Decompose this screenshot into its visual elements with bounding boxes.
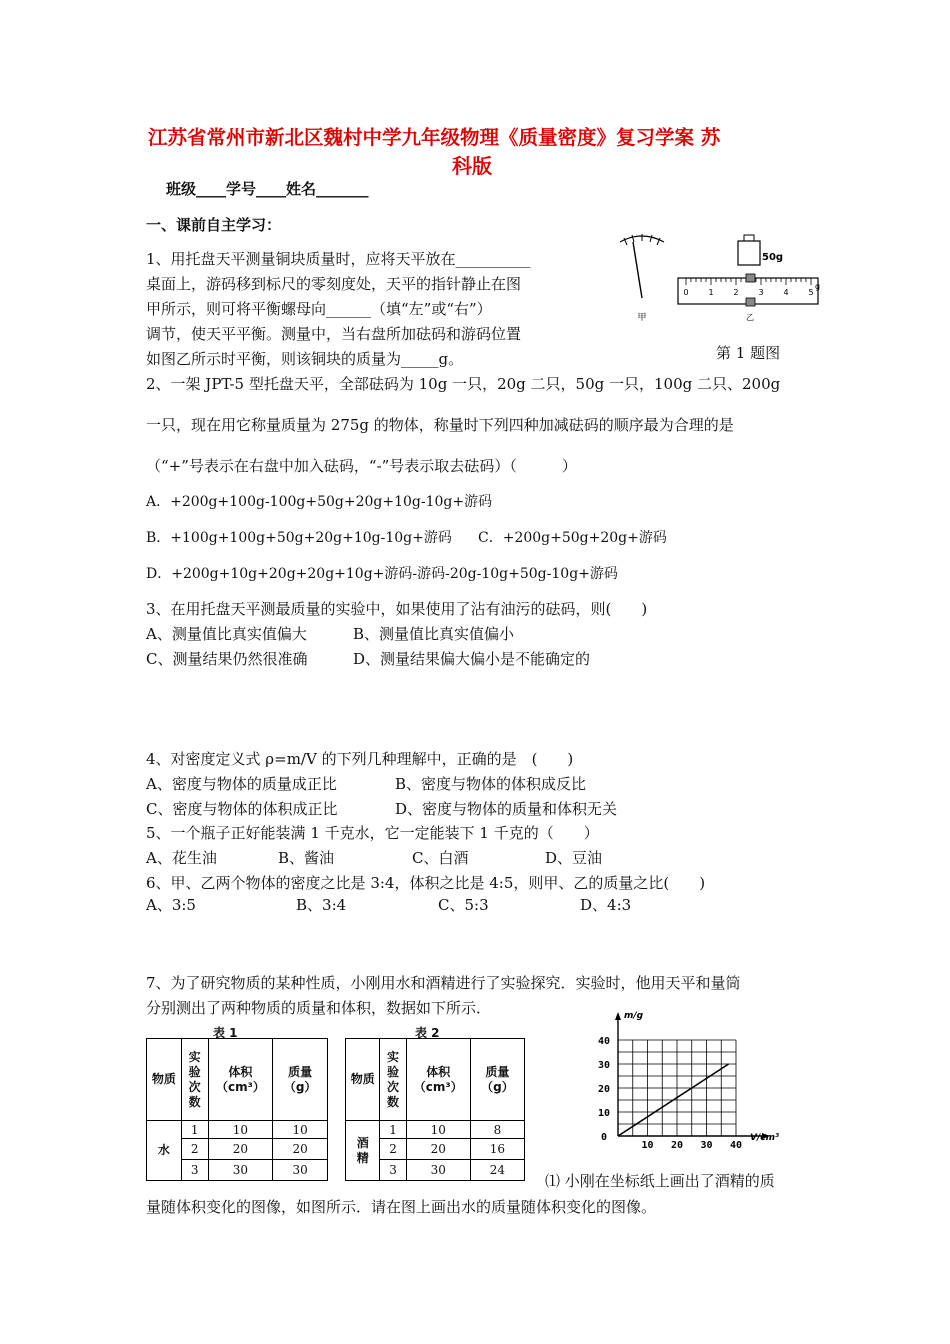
- q3-option-b: B、测量值比真实值偏小: [353, 625, 515, 643]
- t1-row1-mass: 10: [273, 1121, 328, 1139]
- t2-header-volume: 体积（cm³）: [413, 1064, 463, 1094]
- q3-option-a: A、测量值比真实值偏大: [146, 625, 307, 643]
- q3-option-d: D、测量结果偏大偏小是不能确定的: [353, 650, 591, 668]
- t1-header-trial: 实验次数: [188, 1049, 201, 1109]
- t2-row2-volume: 20: [406, 1139, 470, 1160]
- q1-line-5: 如图乙所示时平衡，则该铜块的质量为_____g。: [146, 350, 464, 368]
- table2-caption: 表 2: [415, 1026, 440, 1040]
- q5-stem: 5、一个瓶子正好能装满 1 千克水，它一定能装下 1 千克的（ ）: [146, 824, 599, 842]
- q7-sub1-line-2: 量随体积变化的图像，如图所示．请在图上画出水的质量随体积变化的图像。: [146, 1198, 657, 1216]
- t2-row2-trial: 2: [380, 1139, 406, 1160]
- scale-tick-1: 1: [708, 288, 714, 297]
- q4-option-a: A、密度与物体的质量成正比: [146, 775, 337, 793]
- t2-row3-mass: 24: [470, 1160, 524, 1181]
- q3-stem: 3、在用托盘天平测最质量的实验中，如果使用了沾有油污的砝码，则( ): [146, 600, 648, 618]
- x-tick-label: 10: [641, 1140, 654, 1151]
- balance-pointer-figure: [612, 228, 672, 328]
- table1-caption: 表 1: [213, 1026, 238, 1040]
- t1-row3-trial: 3: [181, 1160, 208, 1181]
- q1-line-3: 甲所示，则可将平衡螺母向______（填“左”或“右”）: [146, 300, 492, 318]
- rider-scale-figure: [676, 232, 824, 328]
- q6-option-a: A、3:5: [146, 896, 196, 914]
- q2-option-c: C．+200g+50g+20g+游码: [478, 530, 667, 546]
- page-title-line1: 江苏省常州市新北区魏村中学九年级物理《质量密度》复习学案 苏: [148, 126, 721, 149]
- scale-tick-5: 5: [808, 288, 814, 297]
- q4-option-c: C、密度与物体的体积成正比: [146, 800, 338, 818]
- t2-substance: 酒精: [356, 1135, 369, 1165]
- t2-header-substance: 物质: [350, 1072, 375, 1086]
- q5-option-b: B、酱油: [278, 849, 335, 867]
- q2-option-d: D．+200g+10g+20g+20g+10g+游码-游码-20g-10g+50g-10g+游码: [146, 566, 618, 582]
- q4-option-d: D、密度与物体的质量和体积无关: [395, 800, 618, 818]
- scale-tick-3: 3: [758, 288, 764, 297]
- t2-header-trial: 实验次数: [387, 1049, 400, 1109]
- scale-tick-2: 2: [733, 288, 739, 297]
- table-2: [345, 1038, 525, 1181]
- t1-header-substance: 物质: [151, 1072, 176, 1086]
- q7-sub1-line-1: ⑴ 小刚在坐标纸上画出了酒精的质: [545, 1172, 775, 1190]
- t1-header-volume: 体积（cm³）: [215, 1064, 265, 1094]
- weight-label: 50g: [762, 252, 784, 263]
- table-1: [146, 1038, 328, 1181]
- t1-header-mass: 质量（g）: [283, 1064, 317, 1094]
- scale-unit: g: [815, 282, 821, 291]
- t1-row1-volume: 10: [208, 1121, 273, 1139]
- t1-row1-trial: 1: [181, 1121, 208, 1139]
- q2-option-a: A．+200g+100g-100g+50g+20g+10g-10g+游码: [146, 494, 493, 510]
- q5-option-c: C、白酒: [412, 849, 469, 867]
- q7-line-2: 分别测出了两种物质的质量和体积，数据如下所示．: [146, 999, 492, 1017]
- x-tick-label: 40: [729, 1140, 743, 1151]
- q1-line-4: 调节，使天平平衡。测量中，当右盘所加砝码和游码位置: [146, 325, 522, 343]
- t2-row3-volume: 30: [406, 1160, 470, 1181]
- q6-option-c: C、5:3: [438, 896, 489, 914]
- q3-option-c: C、测量结果仍然很准确: [146, 650, 308, 668]
- scale-tick-0: 0: [683, 288, 689, 297]
- scale-tick-4: 4: [783, 288, 789, 297]
- x-axis-label: V/cm³: [750, 1133, 779, 1143]
- y-tick-label: 0: [600, 1132, 608, 1143]
- t2-header-mass: 质量（g）: [481, 1064, 514, 1094]
- q6-option-d: D、4:3: [580, 896, 632, 914]
- t1-row2-volume: 20: [208, 1139, 273, 1160]
- y-axis-label: m/g: [624, 1011, 644, 1021]
- rider: [746, 274, 755, 282]
- q4-stem: 4、对密度定义式 ρ=m/V 的下列几种理解中，正确的是 ( ): [146, 750, 574, 768]
- t1-row2-mass: 20: [273, 1139, 328, 1160]
- q2-line-3: （“+”号表示在右盘中加入砝码，“-”号表示取去砝码）（ ）: [146, 457, 577, 475]
- q1-line-2: 桌面上，游码移到标尺的零刻度处，天平的指针静止在图: [146, 275, 522, 293]
- t2-row1-mass: 8: [470, 1121, 524, 1139]
- q6-stem: 6、甲、乙两个物体的密度之比是 3:4，体积之比是 4:5，则甲、乙的质量之比( ): [146, 874, 706, 892]
- page-title-line2: 科版: [452, 154, 492, 178]
- label-jia: 甲: [637, 313, 647, 323]
- t1-row2-trial: 2: [181, 1139, 208, 1160]
- t2-row2-mass: 16: [470, 1139, 524, 1160]
- mass-volume-chart: [590, 998, 790, 1166]
- q6-option-b: B、3:4: [296, 896, 347, 914]
- q1-figure-caption: 第 1 题图: [716, 344, 781, 362]
- t2-row3-trial: 3: [380, 1160, 406, 1181]
- t1-row3-mass: 30: [273, 1160, 328, 1181]
- q1-line-1: 1、用托盘天平测量铜块质量时，应将天平放在__________: [146, 250, 531, 268]
- y-axis-arrow: [615, 1012, 621, 1020]
- x-tick-label: 30: [700, 1140, 713, 1151]
- q2-line-1: 2、一架 JPT-5 型托盘天平，全部砝码为 10g 一只，20g 二只，50g 一只，100g 二只、200g: [146, 375, 781, 393]
- q4-option-b: B、密度与物体的体积成反比: [395, 775, 587, 793]
- q5-option-a: A、花生油: [146, 849, 217, 867]
- q5-option-d: D、豆油: [545, 849, 603, 867]
- t1-substance: 水: [157, 1143, 170, 1157]
- t2-row1-trial: 1: [380, 1121, 406, 1139]
- y-tick-label: 30: [597, 1060, 611, 1071]
- student-info: 班级____学号____姓名_______: [166, 180, 369, 198]
- y-tick-label: 40: [597, 1036, 611, 1047]
- label-yi: 乙: [746, 313, 754, 322]
- x-tick-label: 20: [670, 1140, 684, 1151]
- q7-line-1: 7、为了研究物质的某种性质，小刚用水和酒精进行了实验探究．实验时，他用天平和量筒: [146, 974, 741, 992]
- q2-option-b: B．+100g+100g+50g+20g+10g-10g+游码: [146, 530, 452, 546]
- section-heading: 一、课前自主学习：: [146, 216, 282, 234]
- t2-row1-volume: 10: [406, 1121, 470, 1139]
- y-tick-label: 20: [597, 1084, 611, 1095]
- q2-line-2: 一只，现在用它称量质量为 275g 的物体，称量时下列四种加减砝码的顺序最为合理的是: [146, 416, 734, 434]
- t1-row3-volume: 30: [208, 1160, 273, 1181]
- y-tick-label: 10: [597, 1108, 611, 1119]
